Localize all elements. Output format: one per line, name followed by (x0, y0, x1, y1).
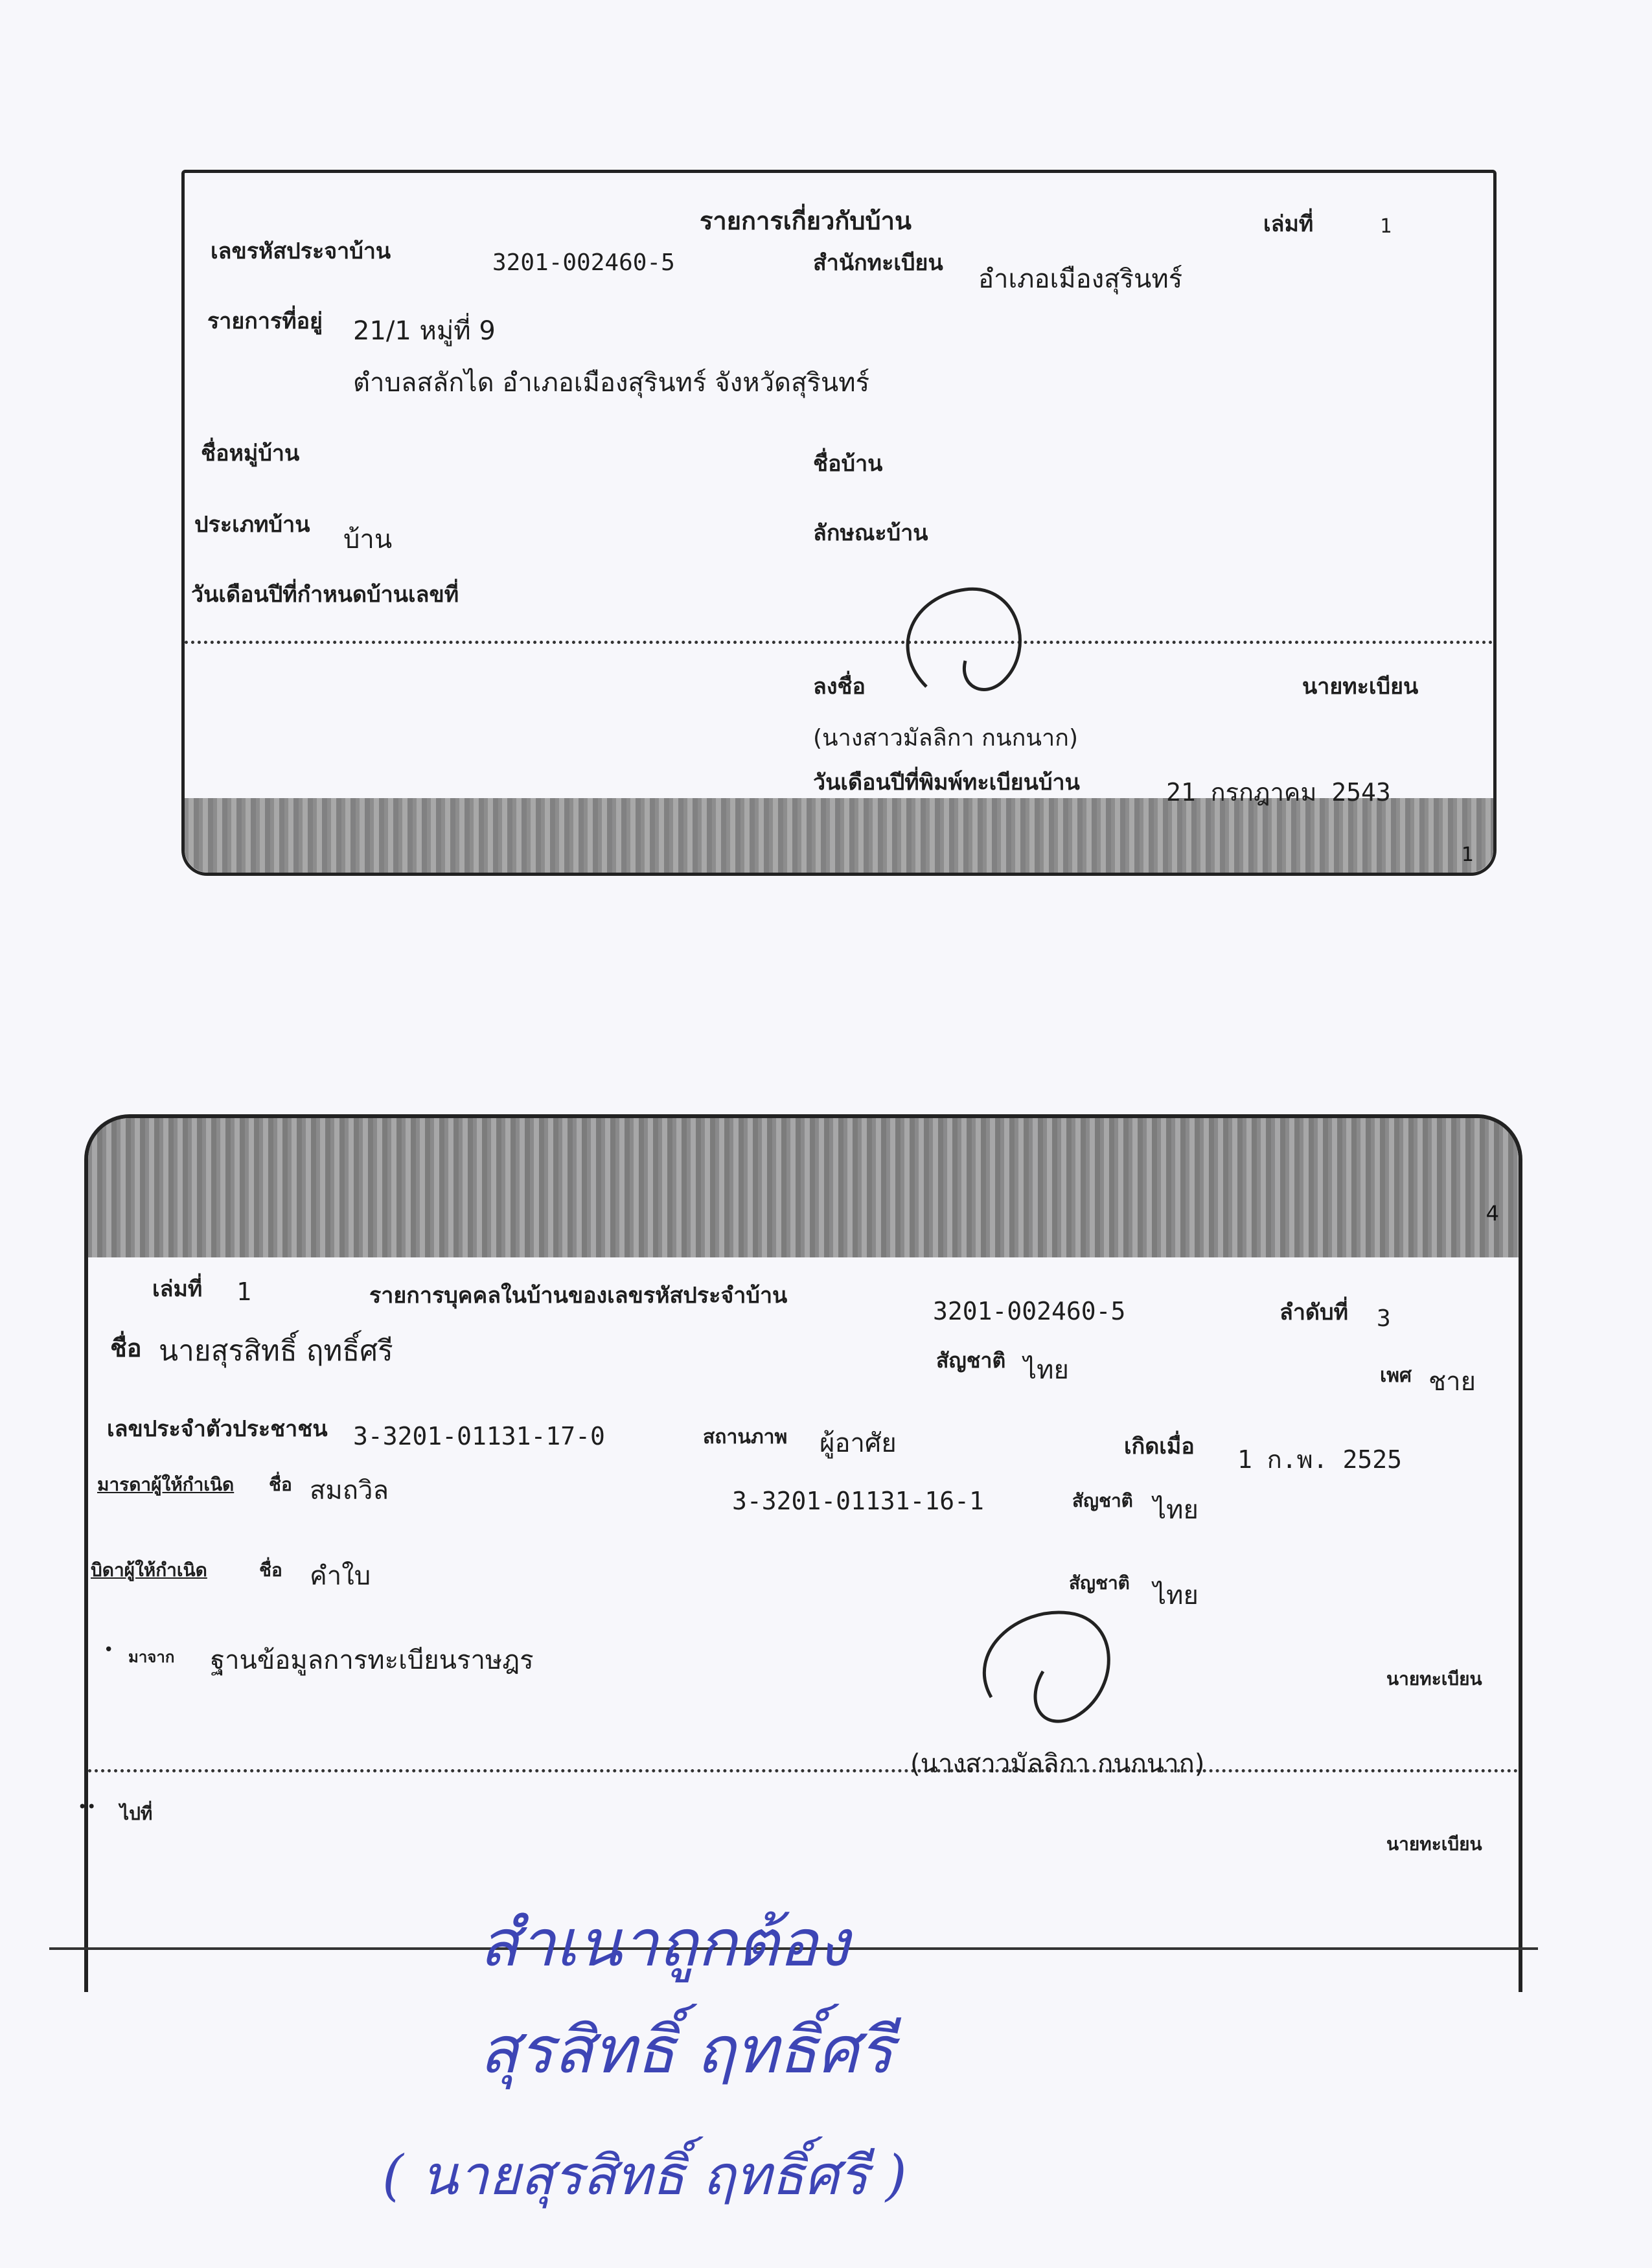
mother-name-label: ชื่อ (269, 1474, 292, 1495)
dotted-divider (88, 1769, 1519, 1772)
father-nat-label: สัญชาติ (1069, 1572, 1130, 1594)
house-type-value: บ้าน (343, 525, 393, 555)
print-date-label: วันเดือนปีที่พิมพ์ทะเบียนบ้าน (813, 770, 1080, 796)
moved-bullet: •• (78, 1798, 97, 1816)
house-char-label: ลักษณะบ้าน (813, 520, 928, 546)
person-record-card (84, 1114, 1522, 1992)
id-label: เลขประจำตัวประชาชน (107, 1416, 328, 1442)
address-label: รายการที่อยู่ (207, 308, 323, 334)
status-label: สถานภาพ (703, 1426, 788, 1449)
house-type-label: ประเภทบ้าน (194, 512, 310, 538)
registrar-label: นายทะเบียน (1302, 674, 1419, 700)
born-label: เกิดเมื่อ (1124, 1434, 1195, 1460)
person-name: นายสุรสิทธิ์ ฤทธิ์ศรี (159, 1334, 393, 1368)
print-date-value: 21 กรกฎาคม 2543 (1166, 778, 1391, 807)
father-name-label: ชื่อ (259, 1559, 282, 1581)
page-number: 1 (1461, 843, 1474, 866)
address-line2: ตำบลสลักได อำเภอเมืองสุรินทร์ จังหวัดสุรินทร์ (353, 368, 870, 398)
registrar-label-2: นายทะเบียน (1386, 1833, 1482, 1855)
seq-value: 3 (1377, 1305, 1391, 1332)
book-value: 1 (236, 1277, 251, 1306)
book-label: เล่มที่ (152, 1276, 203, 1302)
signer-name: (นางสาวมัลลิกา กนกนาก) (910, 1749, 1205, 1779)
signature-scribble (965, 1600, 1134, 1749)
house-name-label: ชื่อบ้าน (813, 451, 883, 477)
id-value: 3-3201-01131-17-0 (353, 1422, 605, 1450)
registrar-label: นายทะเบียน (1386, 1668, 1482, 1690)
dotted-divider (185, 641, 1493, 644)
sex-label: เพศ (1380, 1364, 1412, 1387)
book-value: 1 (1380, 215, 1392, 238)
seq-label: ลำดับที่ (1279, 1300, 1349, 1325)
house-id-value: 3201-002460-5 (492, 249, 675, 276)
from-label: มาจาก (128, 1648, 175, 1666)
handwritten-signature: สุรสิทธิ์ ฤทธิ์ศรี (479, 2012, 894, 2088)
sign-label: ลงชื่อ (813, 674, 866, 700)
signer-name: (นางสาวมัลลิกา กนกนาก) (813, 725, 1079, 751)
house-id-label: เลขรหัสประจาบ้าน (211, 238, 391, 264)
nationality-value: ไทย (1024, 1355, 1069, 1385)
born-value: 1 ก.พ. 2525 (1237, 1445, 1402, 1474)
house-id-value: 3201-002460-5 (933, 1297, 1126, 1325)
handwritten-printed-name: ( นายสุรสิทธิ์ ฤทธิ์ศรี ) (382, 2144, 907, 2207)
mother-label: มารดาผู้ให้กำเนิด (97, 1474, 235, 1495)
from-bullet: • (104, 1640, 114, 1660)
office-label: สำนักทะเบียน (813, 250, 943, 276)
address-line1: 21/1 หมู่ที่ 9 (353, 316, 496, 346)
page-number: 4 (1486, 1201, 1499, 1226)
nationality-label: สัญชาติ (936, 1348, 1006, 1373)
house-card-title: รายการเกี่ยวกับบ้าน (700, 207, 912, 235)
office-value: อำเภอเมืองสุรินทร์ (978, 264, 1183, 294)
moved-label: ไปที่ (120, 1803, 153, 1824)
mother-id: 3-3201-01131-16-1 (732, 1487, 984, 1515)
card-header-band (88, 1118, 1519, 1257)
signature-scribble (888, 570, 1043, 726)
person-card-title: รายการบุคคลในบ้านของเลขรหัสประจำบ้าน (369, 1283, 788, 1309)
father-nat-value: ไทย (1153, 1581, 1199, 1610)
from-value: ฐานข้อมูลการทะเบียนราษฎร (211, 1645, 534, 1675)
assigned-date-label: วันเดือนปีที่กำหนดบ้านเลขที่ (191, 582, 459, 608)
father-name: คำใบ (310, 1561, 371, 1591)
book-label: เล่มที่ (1263, 211, 1314, 237)
handwritten-certified-copy: สำเนาถูกต้อง (479, 1905, 849, 1981)
status-value: ผู้อาศัย (820, 1428, 897, 1458)
village-label: ชื่อหมู่บ้าน (201, 441, 300, 466)
sex-value: ชาย (1428, 1367, 1476, 1397)
mother-nat-value: ไทย (1153, 1495, 1199, 1525)
mother-nat-label: สัญชาติ (1072, 1490, 1133, 1511)
mother-name: สมถวิล (310, 1476, 389, 1506)
name-label: ชื่อ (110, 1334, 142, 1362)
father-label: บิดาผู้ให้กำเนิด (91, 1559, 207, 1581)
